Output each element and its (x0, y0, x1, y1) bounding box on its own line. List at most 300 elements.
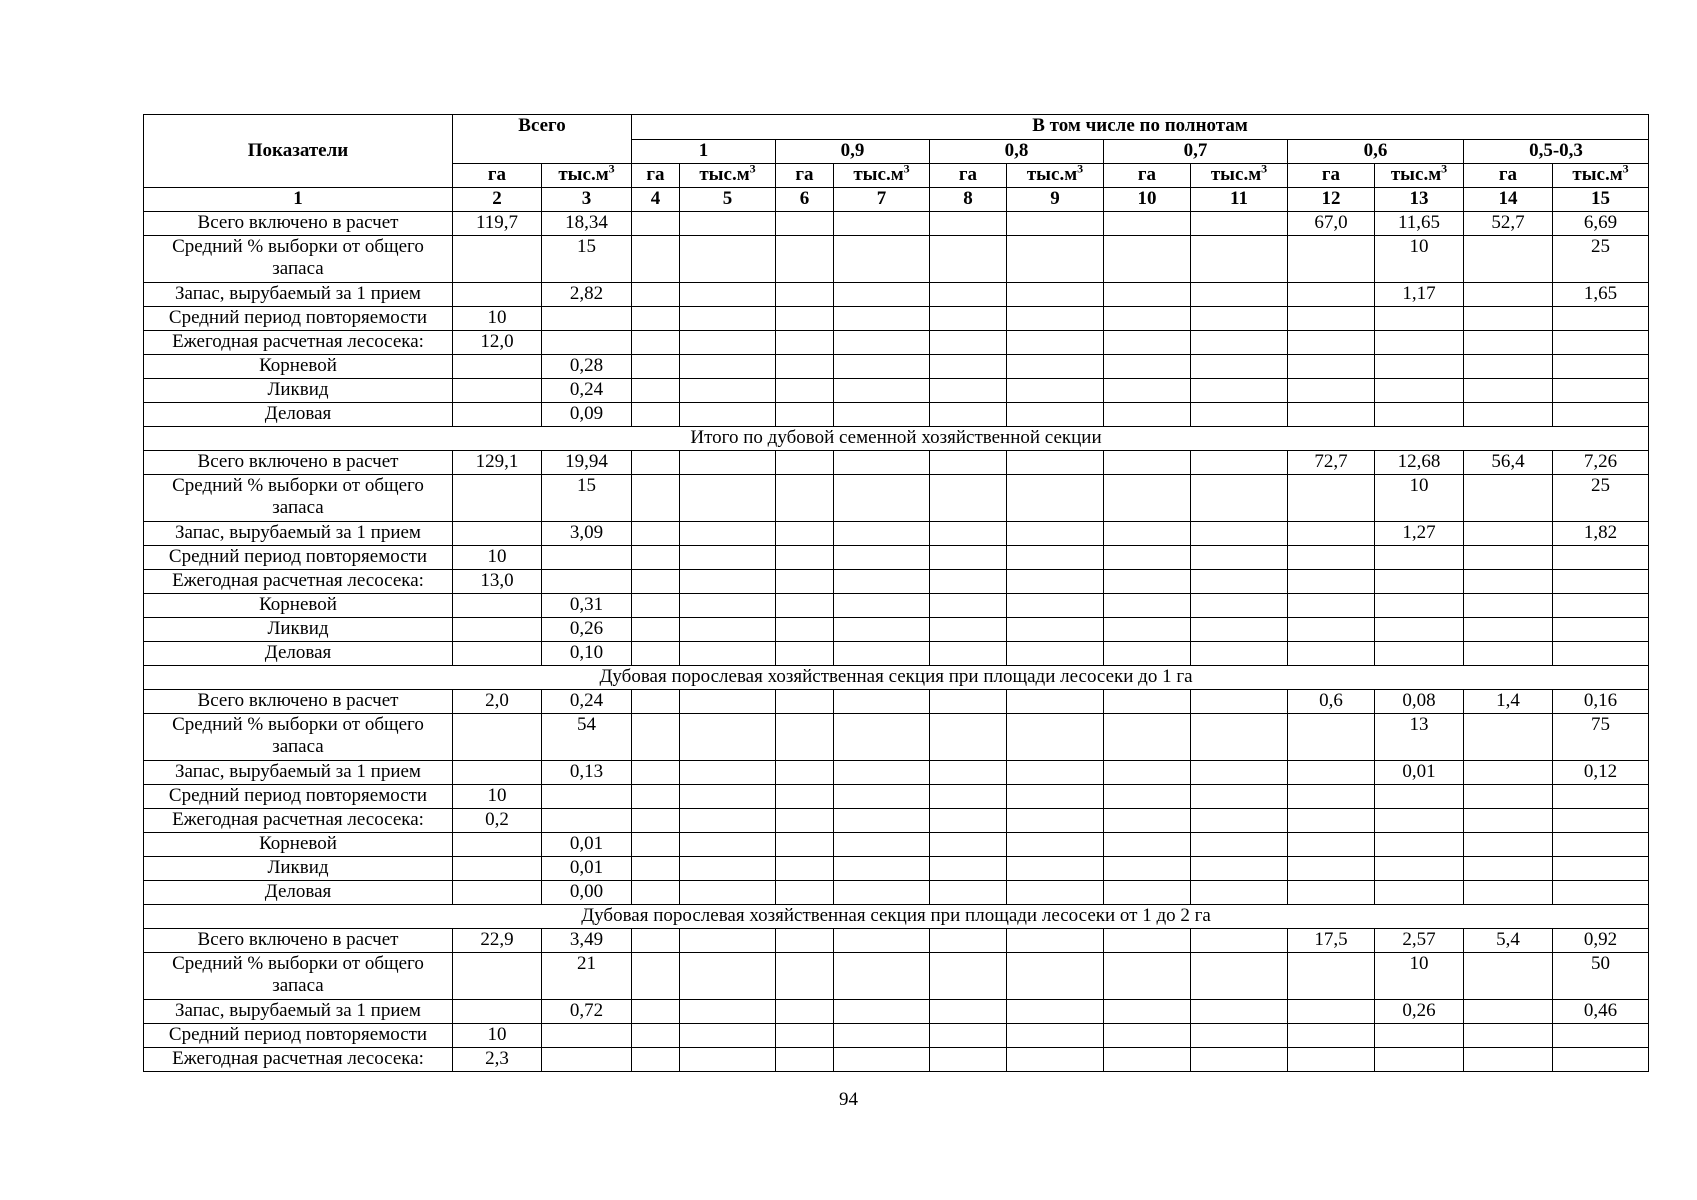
table-cell (542, 546, 632, 570)
table-cell (834, 1000, 930, 1024)
table-cell (1464, 833, 1553, 857)
row-label: Ежегодная расчетная лесосека: (144, 570, 453, 594)
column-number: 14 (1464, 188, 1553, 212)
table-cell (632, 953, 680, 1000)
table-cell: 2,82 (542, 283, 632, 307)
table-cell (680, 236, 776, 283)
table-cell (834, 475, 930, 522)
table-cell (1464, 761, 1553, 785)
table-cell: 22,9 (453, 929, 542, 953)
table-cell (776, 475, 834, 522)
table-cell (1104, 355, 1191, 379)
table-cell (834, 714, 930, 761)
table-cell (632, 1024, 680, 1048)
table-cell (1191, 1024, 1288, 1048)
table-cell: 11,65 (1375, 212, 1464, 236)
table-cell (680, 307, 776, 331)
table-cell (1104, 809, 1191, 833)
table-cell (632, 331, 680, 355)
table-cell: 0,28 (542, 355, 632, 379)
row-label: Средний % выборки от общего запаса (144, 953, 453, 1000)
unit-superscript: 3 (1441, 163, 1448, 176)
table-cell (776, 379, 834, 403)
table-cell (1007, 522, 1104, 546)
unit-ha: га (776, 164, 834, 188)
table-cell (1288, 475, 1375, 522)
table-cell: 13 (1375, 714, 1464, 761)
table-cell (1288, 355, 1375, 379)
table-cell (1007, 1000, 1104, 1024)
table-row (144, 212, 1649, 236)
table-cell (1464, 522, 1553, 546)
column-number-row (144, 188, 1649, 212)
table-cell (930, 857, 1007, 881)
row-label: Ликвид (144, 379, 453, 403)
table-cell (1288, 379, 1375, 403)
table-cell: 0,6 (1288, 690, 1375, 714)
table-cell (1104, 379, 1191, 403)
table-cell: 10 (453, 1024, 542, 1048)
table-cell (632, 307, 680, 331)
table-cell (1464, 953, 1553, 1000)
table-cell: 1,82 (1553, 522, 1649, 546)
table-cell (1288, 546, 1375, 570)
table-cell (1464, 1000, 1553, 1024)
table-cell (930, 546, 1007, 570)
table-cell (632, 283, 680, 307)
table-cell (930, 283, 1007, 307)
unit-ha: га (1104, 164, 1191, 188)
table-cell (776, 881, 834, 905)
row-label: Средний % выборки от общего запаса (144, 475, 453, 522)
unit-superscript: 3 (1077, 163, 1084, 176)
table-cell (453, 714, 542, 761)
table-row (144, 379, 1649, 403)
table-cell (1375, 833, 1464, 857)
table-cell (1464, 618, 1553, 642)
table-cell (680, 1048, 776, 1072)
row-label: Деловая (144, 403, 453, 427)
table-cell: 0,12 (1553, 761, 1649, 785)
table-cell (1191, 618, 1288, 642)
table-cell (453, 236, 542, 283)
table-cell (680, 546, 776, 570)
unit-superscript: 3 (1261, 163, 1268, 176)
table-cell (1191, 546, 1288, 570)
table-cell (1007, 929, 1104, 953)
table-cell (1191, 355, 1288, 379)
table-row (144, 1048, 1649, 1072)
table-cell (1007, 857, 1104, 881)
table-cell (776, 833, 834, 857)
table-cell (632, 809, 680, 833)
table-cell (1007, 618, 1104, 642)
row-label: Всего включено в расчет (144, 212, 453, 236)
table-row (144, 761, 1649, 785)
column-number: 15 (1553, 188, 1649, 212)
table-cell: 2,0 (453, 690, 542, 714)
table-cell: 10 (1375, 475, 1464, 522)
table-cell (834, 881, 930, 905)
table-row (144, 785, 1649, 809)
table-cell: 0,26 (542, 618, 632, 642)
table-row (144, 236, 1649, 283)
table-cell (632, 857, 680, 881)
row-label: Запас, вырубаемый за 1 прием (144, 522, 453, 546)
table-cell (834, 212, 930, 236)
table-cell (776, 809, 834, 833)
table-cell (1375, 379, 1464, 403)
table-cell (453, 761, 542, 785)
table-cell: 0,01 (1375, 761, 1464, 785)
table-cell (1104, 331, 1191, 355)
table-cell (1464, 236, 1553, 283)
table-cell: 7,26 (1553, 451, 1649, 475)
density-header: 1 (632, 140, 776, 164)
table-cell (632, 236, 680, 283)
table-cell (1288, 761, 1375, 785)
table-row (144, 475, 1649, 522)
table-cell (776, 1048, 834, 1072)
table-cell: 12,68 (1375, 451, 1464, 475)
table-cell (680, 403, 776, 427)
table-cell (632, 642, 680, 666)
unit-ha: га (930, 164, 1007, 188)
table-cell (1007, 761, 1104, 785)
unit-thousand-m3 (1191, 164, 1288, 188)
table-cell (1553, 1048, 1649, 1072)
table-cell (834, 809, 930, 833)
table-cell (680, 761, 776, 785)
header-indicators: Показатели (144, 115, 453, 188)
table-cell (1288, 522, 1375, 546)
table-cell (1375, 809, 1464, 833)
table-cell (1104, 642, 1191, 666)
table-cell (680, 451, 776, 475)
table-cell (680, 642, 776, 666)
table-cell (776, 236, 834, 283)
table-cell (680, 714, 776, 761)
table-row (144, 690, 1649, 714)
table-cell (1375, 570, 1464, 594)
table-cell (834, 833, 930, 857)
table-cell (1464, 714, 1553, 761)
table-row (144, 451, 1649, 475)
table-cell (680, 953, 776, 1000)
table-cell (542, 809, 632, 833)
table-row (144, 642, 1649, 666)
table-row (144, 809, 1649, 833)
unit-label: тыс.м (1572, 164, 1623, 185)
table-cell (930, 1024, 1007, 1048)
table-cell (1191, 307, 1288, 331)
table-cell (632, 355, 680, 379)
column-number: 6 (776, 188, 834, 212)
table-cell: 0,00 (542, 881, 632, 905)
table-cell (1553, 857, 1649, 881)
table-cell: 75 (1553, 714, 1649, 761)
table-cell (1553, 355, 1649, 379)
row-label: Средний период повторяемости (144, 785, 453, 809)
table-cell (1288, 283, 1375, 307)
table-cell (680, 475, 776, 522)
table-cell (1375, 1048, 1464, 1072)
density-header: 0,8 (930, 140, 1104, 164)
table-cell (632, 785, 680, 809)
table-cell (834, 331, 930, 355)
table-cell: 56,4 (1464, 451, 1553, 475)
row-label: Ликвид (144, 618, 453, 642)
column-number: 5 (680, 188, 776, 212)
table-cell (1104, 1000, 1191, 1024)
table-row (144, 714, 1649, 761)
table-cell (632, 618, 680, 642)
table-cell (1464, 379, 1553, 403)
table-cell (542, 570, 632, 594)
table-cell: 0,72 (542, 1000, 632, 1024)
table-cell (1464, 570, 1553, 594)
table-cell (680, 809, 776, 833)
unit-superscript: 3 (903, 163, 910, 176)
table-cell (834, 451, 930, 475)
table-row (144, 833, 1649, 857)
table-cell (930, 403, 1007, 427)
table-cell (632, 403, 680, 427)
table-cell (1191, 1048, 1288, 1072)
table-cell (1104, 307, 1191, 331)
table-cell (1288, 594, 1375, 618)
table-cell (1464, 1024, 1553, 1048)
table-cell (1104, 212, 1191, 236)
table-cell (1375, 642, 1464, 666)
row-label: Ежегодная расчетная лесосека: (144, 1048, 453, 1072)
column-number: 1 (144, 188, 453, 212)
table-cell (930, 379, 1007, 403)
table-cell (1104, 618, 1191, 642)
table-cell (632, 761, 680, 785)
table-cell (1104, 833, 1191, 857)
row-label: Средний период повторяемости (144, 546, 453, 570)
table-cell (632, 570, 680, 594)
table-cell (1288, 1000, 1375, 1024)
cutting-area-table (143, 114, 1649, 1072)
column-number: 12 (1288, 188, 1375, 212)
table-cell (834, 355, 930, 379)
table-cell (1464, 355, 1553, 379)
unit-thousand-m3 (680, 164, 776, 188)
table-cell (1007, 714, 1104, 761)
table-cell (1191, 451, 1288, 475)
table-cell (776, 1000, 834, 1024)
table-cell (1007, 451, 1104, 475)
table-cell (453, 522, 542, 546)
table-cell (1375, 881, 1464, 905)
unit-superscript: 3 (749, 163, 756, 176)
row-label: Деловая (144, 642, 453, 666)
column-number: 9 (1007, 188, 1104, 212)
table-cell (930, 881, 1007, 905)
table-cell (1288, 881, 1375, 905)
table-cell (1288, 857, 1375, 881)
table-cell (1464, 857, 1553, 881)
table-cell (680, 522, 776, 546)
table-cell: 2,57 (1375, 929, 1464, 953)
table-cell (930, 690, 1007, 714)
row-label: Средний % выборки от общего запаса (144, 714, 453, 761)
table-cell: 1,4 (1464, 690, 1553, 714)
table-cell (1553, 403, 1649, 427)
table-cell (1191, 283, 1288, 307)
table-cell (632, 522, 680, 546)
table-cell (1007, 331, 1104, 355)
table-cell (453, 379, 542, 403)
table-cell (776, 451, 834, 475)
section-title: Итого по дубовой семенной хозяйственной секции (144, 427, 1649, 451)
table-body (144, 212, 1649, 1072)
table-cell (680, 212, 776, 236)
table-cell (1007, 355, 1104, 379)
table-cell (1007, 953, 1104, 1000)
header-by-density: В том числе по полнотам (632, 115, 1649, 140)
table-cell (930, 451, 1007, 475)
table-row (144, 1000, 1649, 1024)
table-cell (632, 212, 680, 236)
table-cell (834, 785, 930, 809)
section-row (144, 666, 1649, 690)
table-cell (776, 522, 834, 546)
table-cell: 15 (542, 475, 632, 522)
table-cell (1553, 642, 1649, 666)
table-cell (776, 642, 834, 666)
table-cell (834, 594, 930, 618)
table-cell (776, 761, 834, 785)
table-cell (1007, 379, 1104, 403)
table-cell: 3,49 (542, 929, 632, 953)
table-cell (1464, 881, 1553, 905)
table-cell: 5,4 (1464, 929, 1553, 953)
row-label: Ежегодная расчетная лесосека: (144, 809, 453, 833)
table-cell: 67,0 (1288, 212, 1375, 236)
table-row (144, 1024, 1649, 1048)
table-cell (930, 236, 1007, 283)
table-cell (1375, 857, 1464, 881)
table-cell (1007, 212, 1104, 236)
unit-superscript: 3 (608, 163, 615, 176)
table-cell (542, 785, 632, 809)
table-cell (930, 642, 1007, 666)
table-cell (1104, 953, 1191, 1000)
table-cell (930, 522, 1007, 546)
table-cell (1191, 833, 1288, 857)
table-cell: 10 (1375, 236, 1464, 283)
table-cell (1104, 594, 1191, 618)
table-cell (776, 283, 834, 307)
table-cell (1375, 1024, 1464, 1048)
column-number: 8 (930, 188, 1007, 212)
table-cell (632, 1048, 680, 1072)
table-cell (1104, 714, 1191, 761)
table-cell (632, 451, 680, 475)
table-cell: 0,08 (1375, 690, 1464, 714)
table-cell (834, 690, 930, 714)
table-cell (680, 355, 776, 379)
table-cell (1288, 618, 1375, 642)
table-cell (834, 618, 930, 642)
row-label: Средний период повторяемости (144, 1024, 453, 1048)
table-cell (1007, 594, 1104, 618)
table-cell (834, 307, 930, 331)
table-cell (632, 475, 680, 522)
unit-label: тыс.м (1390, 164, 1442, 185)
table-cell (453, 403, 542, 427)
table-cell (1288, 833, 1375, 857)
unit-label: тыс.м (558, 164, 609, 185)
table-cell (834, 642, 930, 666)
table-cell (1007, 475, 1104, 522)
table-cell (1553, 618, 1649, 642)
table-cell (776, 307, 834, 331)
table-cell (1464, 1048, 1553, 1072)
table-cell (930, 785, 1007, 809)
table-cell (1104, 570, 1191, 594)
table-row (144, 307, 1649, 331)
table-cell (930, 761, 1007, 785)
table-cell (930, 833, 1007, 857)
table-cell (834, 522, 930, 546)
table-cell (1007, 642, 1104, 666)
table-cell (834, 283, 930, 307)
table-cell (1553, 881, 1649, 905)
unit-label: тыс.м (853, 164, 904, 185)
table-cell (1007, 1024, 1104, 1048)
unit-thousand-m3 (1553, 164, 1649, 188)
table-cell (1104, 1048, 1191, 1072)
table-cell: 25 (1553, 236, 1649, 283)
unit-label: тыс.м (1026, 164, 1078, 185)
table-cell (680, 1024, 776, 1048)
column-number: 4 (632, 188, 680, 212)
table-cell (680, 881, 776, 905)
table-cell (834, 761, 930, 785)
table-cell (1104, 857, 1191, 881)
table-cell: 10 (453, 546, 542, 570)
unit-superscript: 3 (1622, 163, 1629, 176)
unit-thousand-m3 (1375, 164, 1464, 188)
table-cell: 10 (453, 307, 542, 331)
unit-thousand-m3 (542, 164, 632, 188)
table-cell (1191, 809, 1288, 833)
table-row (144, 546, 1649, 570)
table-cell (930, 594, 1007, 618)
table-cell (453, 1000, 542, 1024)
column-number: 3 (542, 188, 632, 212)
table-cell (453, 857, 542, 881)
table-cell (930, 355, 1007, 379)
density-header: 0,5-0,3 (1464, 140, 1649, 164)
table-cell (1288, 1024, 1375, 1048)
table-cell (776, 1024, 834, 1048)
table-cell (453, 618, 542, 642)
table-cell (1288, 1048, 1375, 1072)
table-cell (1191, 570, 1288, 594)
table-cell (632, 714, 680, 761)
table-cell (776, 618, 834, 642)
table-cell (776, 953, 834, 1000)
row-label: Ежегодная расчетная лесосека: (144, 331, 453, 355)
table-cell (1007, 307, 1104, 331)
table-cell: 10 (453, 785, 542, 809)
density-header: 0,6 (1288, 140, 1464, 164)
